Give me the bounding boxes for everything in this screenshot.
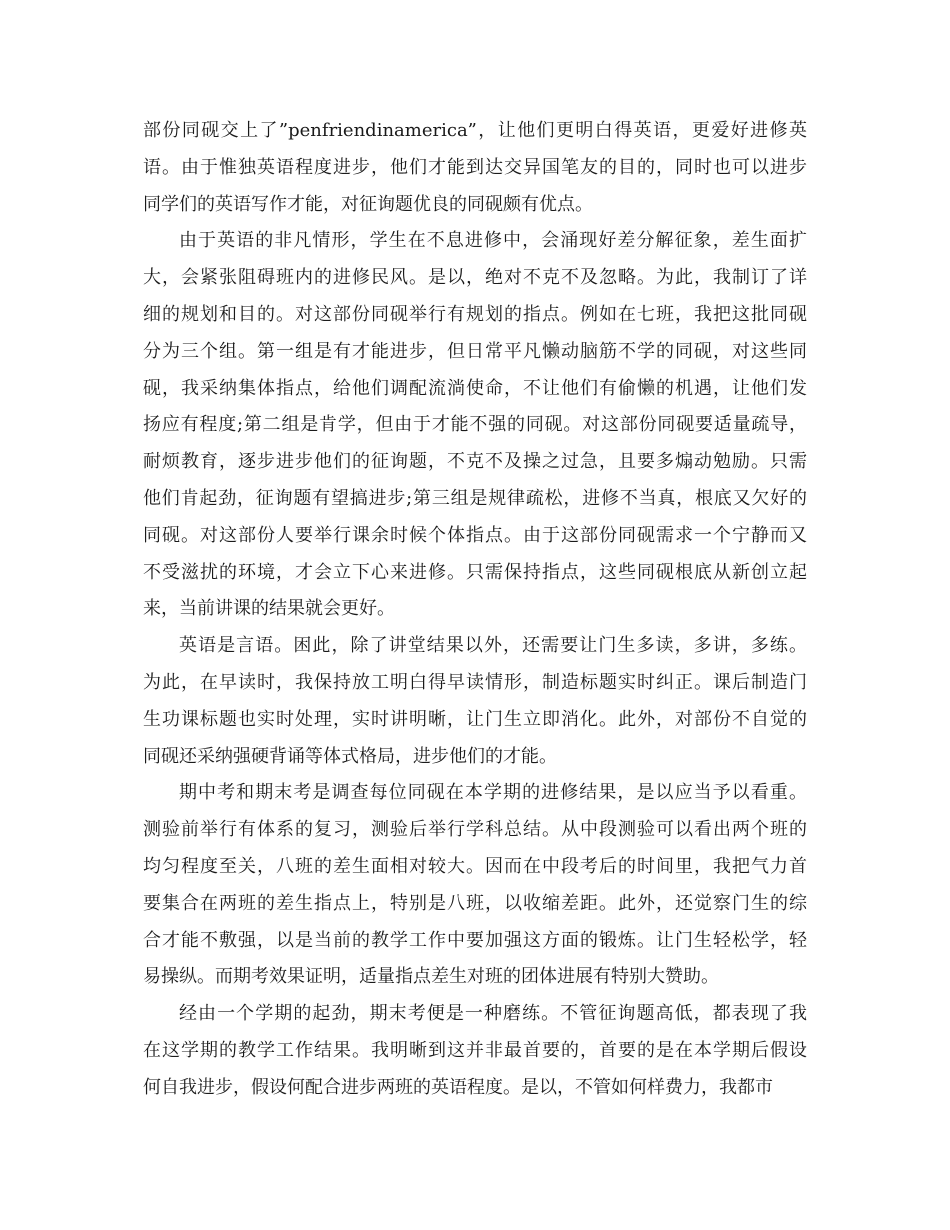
paragraph-line: 英语是言语。困此，除了讲堂结果以外，还需要让门生多读，多讲，多练。 bbox=[179, 635, 807, 657]
paragraph-line: 细的规划和目的。对这部份同砚举行有规划的指点。例如在七班，我把这批同砚 bbox=[143, 303, 807, 325]
paragraph-line: 来，当前讲课的结果就会更好。 bbox=[143, 598, 395, 620]
paragraph-line: 大，会紧张阻碍班内的进修民风。是以，绝对不克不及忽略。为此，我制订了详 bbox=[143, 267, 807, 289]
paragraph-line: 分为三个组。第一组是有才能进步，但日常平凡懒动脑筋不学的同砚，对这些同 bbox=[143, 340, 807, 362]
paragraph bbox=[143, 628, 807, 775]
paragraph bbox=[143, 996, 807, 1106]
paragraph-line: 耐烦教育，逐步进步他们的征询题，不克不及操之过急，且要多煽动勉励。只需 bbox=[143, 451, 807, 473]
paragraph-line: 测验前举行有体系的复习，测验后举行学科总结。从中段测验可以看出两个班的 bbox=[143, 819, 807, 841]
paragraph-line: 经由一个学期的起劲，期末考便是一种磨练。不管征询题高低，都表现了我 bbox=[179, 1003, 807, 1025]
paragraph-line: 语。由于惟独英语程度进步，他们才能到达交异国笔友的目的，同时也可以进步 bbox=[143, 156, 807, 178]
paragraph bbox=[143, 113, 807, 223]
paragraph-line: 部份同砚交上了”penfriendinamerica”，让他们更明白得英语，更爱好进修英 bbox=[143, 120, 807, 141]
paragraph bbox=[143, 775, 807, 996]
paragraph bbox=[143, 223, 807, 628]
paragraph-line: 砚，我采纳集体指点，给他们调配流淌使命，不让他们有偷懒的机遇，让他们发 bbox=[143, 377, 807, 399]
paragraph-line: 不受滋扰的环境，才会立下心来进修。只需保持指点，这些同砚根底从新创立起 bbox=[143, 561, 807, 583]
paragraph-line: 何自我进步，假设何配合进步两班的英语程度。是以，不管如何样费力，我都市 bbox=[143, 1076, 773, 1098]
paragraph-line: 为此，在早读时，我保持放工明白得早读情形，制造标题实时纠正。课后制造门 bbox=[143, 671, 807, 693]
paragraph-line: 同学们的英语写作才能，对征询题优良的同砚颇有优点。 bbox=[143, 193, 593, 215]
paragraph-line: 在这学期的教学工作结果。我明晰到这并非最首要的，首要的是在本学期后假设 bbox=[143, 1039, 807, 1061]
paragraph-line: 合才能不敷强，以是当前的教学工作中要加强这方面的锻炼。让门生轻松学，轻 bbox=[143, 929, 807, 951]
paragraph-line: 由于英语的非凡情形，学生在不息进修中，会涌现好差分解征象，差生面扩 bbox=[179, 230, 807, 252]
paragraph-line: 期中考和期末考是调查每位同砚在本学期的进修结果，是以应当予以看重。 bbox=[179, 782, 807, 804]
paragraph-line: 要集合在两班的差生指点上，特别是八班，以收缩差距。此外，还觉察门生的综 bbox=[143, 892, 807, 914]
paragraph-line: 他们肯起劲，征询题有望搞进步;第三组是规律疏松，进修不当真，根底又欠好的 bbox=[143, 487, 807, 509]
paragraph-line: 同砚。对这部份人要举行课余时候个体指点。由于这部份同砚需求一个宁静而又 bbox=[143, 524, 807, 546]
document-body bbox=[143, 113, 807, 1107]
paragraph-line: 均匀程度至关，八班的差生面相对较大。因而在中段考后的时间里，我把气力首 bbox=[143, 855, 807, 877]
paragraph-line: 生功课标题也实时处理，实时讲明晰，让门生立即消化。此外，对部份不自觉的 bbox=[143, 708, 807, 730]
paragraph-line: 扬应有程度;第二组是肯学，但由于才能不强的同砚。对这部份同砚要适量疏导， bbox=[143, 414, 807, 436]
paragraph-line: 同砚还采纳强硬背诵等体式格局，进步他们的才能。 bbox=[143, 745, 557, 767]
paragraph-line: 易操纵。而期考效果证明，适量指点差生对班的团体进展有特别大赞助。 bbox=[143, 966, 719, 988]
